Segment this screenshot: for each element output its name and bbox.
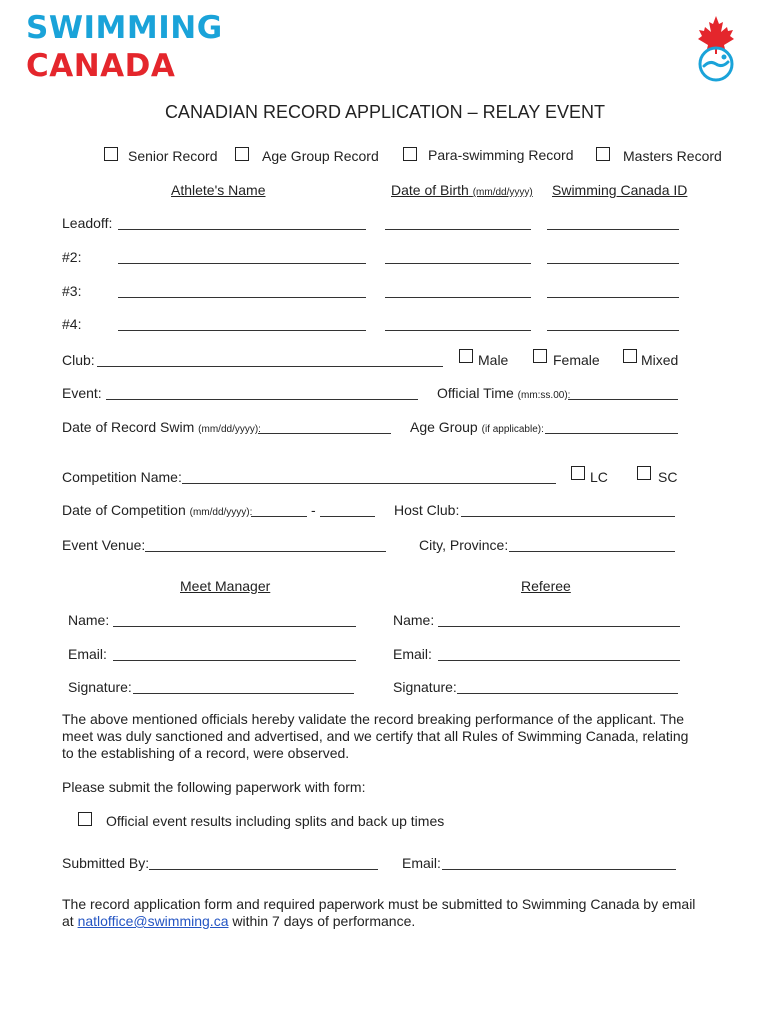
official-time-field[interactable] xyxy=(568,399,678,400)
submitter-email-label: Email: xyxy=(402,855,441,871)
age-group-label xyxy=(410,419,544,438)
referee-name-label: Name: xyxy=(393,612,435,628)
swimming-canada-id-header: Swimming Canada ID xyxy=(552,182,688,198)
meet-manager-email-label: Email: xyxy=(68,646,107,662)
dob-header-format: (mm/dd/yyyy) xyxy=(472,187,533,198)
submitted-by-field[interactable] xyxy=(149,869,378,870)
referee-signature-label: Signature: xyxy=(393,679,457,695)
record-date-format: (mm/dd/yyyy): xyxy=(198,424,261,435)
competition-date-label xyxy=(62,502,252,521)
dob-header xyxy=(391,182,533,201)
event-field[interactable] xyxy=(106,399,418,400)
senior-record-checkbox[interactable] xyxy=(104,147,118,161)
lc-checkbox[interactable] xyxy=(571,466,585,480)
competition-date-format: (mm/dd/yyyy): xyxy=(189,507,253,518)
swimmer2-name-field[interactable] xyxy=(118,263,366,264)
leadoff-name-field[interactable] xyxy=(118,229,366,230)
club-field[interactable] xyxy=(97,366,443,367)
submitter-email-field[interactable] xyxy=(442,869,676,870)
age-group-field[interactable] xyxy=(545,433,678,434)
venue-label: Event Venue: xyxy=(62,537,146,553)
female-checkbox[interactable] xyxy=(533,349,547,363)
age-group-record-checkbox[interactable] xyxy=(235,147,249,161)
masters-record-label: Masters Record xyxy=(623,148,722,164)
swimmer4-name-field[interactable] xyxy=(118,330,366,331)
city-province-label: City, Province: xyxy=(419,537,509,553)
meet-manager-email-field[interactable] xyxy=(113,660,356,661)
swimmer3-dob-field[interactable] xyxy=(385,297,531,298)
swimmer2-dob-field[interactable] xyxy=(385,263,531,264)
competition-start-date-field[interactable] xyxy=(251,516,307,517)
maple-leaf-swimmer-icon xyxy=(690,12,742,82)
date-range-separator: - xyxy=(311,502,316,518)
competition-end-date-field[interactable] xyxy=(320,516,375,517)
para-swimming-record-label: Para-swimming Record xyxy=(428,147,574,163)
sc-label: SC xyxy=(658,469,678,485)
para-swimming-record-checkbox[interactable] xyxy=(403,147,417,161)
record-date-label xyxy=(62,419,261,438)
dob-header-label: Date of Birth xyxy=(391,182,469,198)
natloffice-email-link[interactable]: natloffice@swimming.ca xyxy=(77,913,229,929)
mixed-checkbox[interactable] xyxy=(623,349,637,363)
city-province-field[interactable] xyxy=(509,551,675,552)
submitted-by-label: Submitted By: xyxy=(62,855,150,871)
leadoff-dob-field[interactable] xyxy=(385,229,531,230)
male-label: Male xyxy=(478,352,509,368)
swimmer4-dob-field[interactable] xyxy=(385,330,531,331)
meet-manager-signature-label: Signature: xyxy=(68,679,132,695)
page-title: CANADIAN RECORD APPLICATION – RELAY EVENT xyxy=(164,102,606,122)
event-results-checkbox[interactable] xyxy=(78,812,92,826)
mixed-label: Mixed xyxy=(641,352,679,368)
submission-instructions-text: The record application form and required paperwork must be submitted to Swimming Canada by email at xyxy=(62,896,696,929)
validation-statement: The above mentioned officials hereby validate the record breaking performance of the applicant. The meet was duly sanctioned and advertised, and we certify that all Rules of Swimming Canada, relating to the establishing of a record, were observed. xyxy=(62,711,689,761)
record-date-label-text: Date of Record Swim xyxy=(62,419,195,435)
swimmer4-id-field[interactable] xyxy=(547,330,679,331)
senior-record-label: Senior Record xyxy=(128,148,218,164)
athlete-name-header: Athlete's Name xyxy=(171,182,266,198)
meet-manager-name-label: Name: xyxy=(68,612,110,628)
referee-email-field[interactable] xyxy=(438,660,680,661)
logo-canada: CANADA xyxy=(26,48,176,84)
record-date-field[interactable] xyxy=(258,433,391,434)
competition-name-field[interactable] xyxy=(182,483,556,484)
age-group-label-text: Age Group xyxy=(410,419,478,435)
male-checkbox[interactable] xyxy=(459,349,473,363)
meet-manager-signature-field[interactable] xyxy=(133,693,354,694)
swimmer3-id-field[interactable] xyxy=(547,297,679,298)
lc-label: LC xyxy=(590,469,608,485)
swimmer-label-leadoff: Leadoff: xyxy=(62,215,113,231)
swimmer-label-2: #2: xyxy=(62,249,82,265)
meet-manager-heading: Meet Manager xyxy=(180,578,271,594)
swimmer-label-3: #3: xyxy=(62,283,82,299)
submission-instructions xyxy=(62,896,702,930)
club-label: Club: xyxy=(62,352,95,368)
official-time-format: (mm:ss.00): xyxy=(517,390,571,401)
meet-manager-name-field[interactable] xyxy=(113,626,356,627)
sc-checkbox[interactable] xyxy=(637,466,651,480)
event-results-label: Official event results including splits and back up times xyxy=(106,813,445,829)
host-club-field[interactable] xyxy=(461,516,675,517)
competition-name-label: Competition Name: xyxy=(62,469,182,485)
leadoff-id-field[interactable] xyxy=(547,229,679,230)
age-group-note: (if applicable): xyxy=(481,424,544,435)
masters-record-checkbox[interactable] xyxy=(596,147,610,161)
logo-swimming: SWIMMING xyxy=(26,10,223,46)
event-label: Event: xyxy=(62,385,102,401)
submission-instructions-deadline: within 7 days of performance. xyxy=(232,913,416,929)
competition-date-label-text: Date of Competition xyxy=(62,502,186,518)
venue-field[interactable] xyxy=(145,551,386,552)
referee-name-field[interactable] xyxy=(438,626,680,627)
swimmer2-id-field[interactable] xyxy=(547,263,679,264)
referee-signature-field[interactable] xyxy=(457,693,678,694)
swimmer3-name-field[interactable] xyxy=(118,297,366,298)
official-time-label-text: Official Time xyxy=(437,385,514,401)
referee-heading: Referee xyxy=(521,578,571,594)
host-club-label: Host Club: xyxy=(394,502,460,518)
referee-email-label: Email: xyxy=(393,646,432,662)
age-group-record-label: Age Group Record xyxy=(262,148,379,164)
female-label: Female xyxy=(553,352,600,368)
swimmer-label-4: #4: xyxy=(62,316,82,332)
submit-paperwork-text: Please submit the following paperwork with form: xyxy=(62,779,366,795)
official-time-label xyxy=(437,385,570,404)
